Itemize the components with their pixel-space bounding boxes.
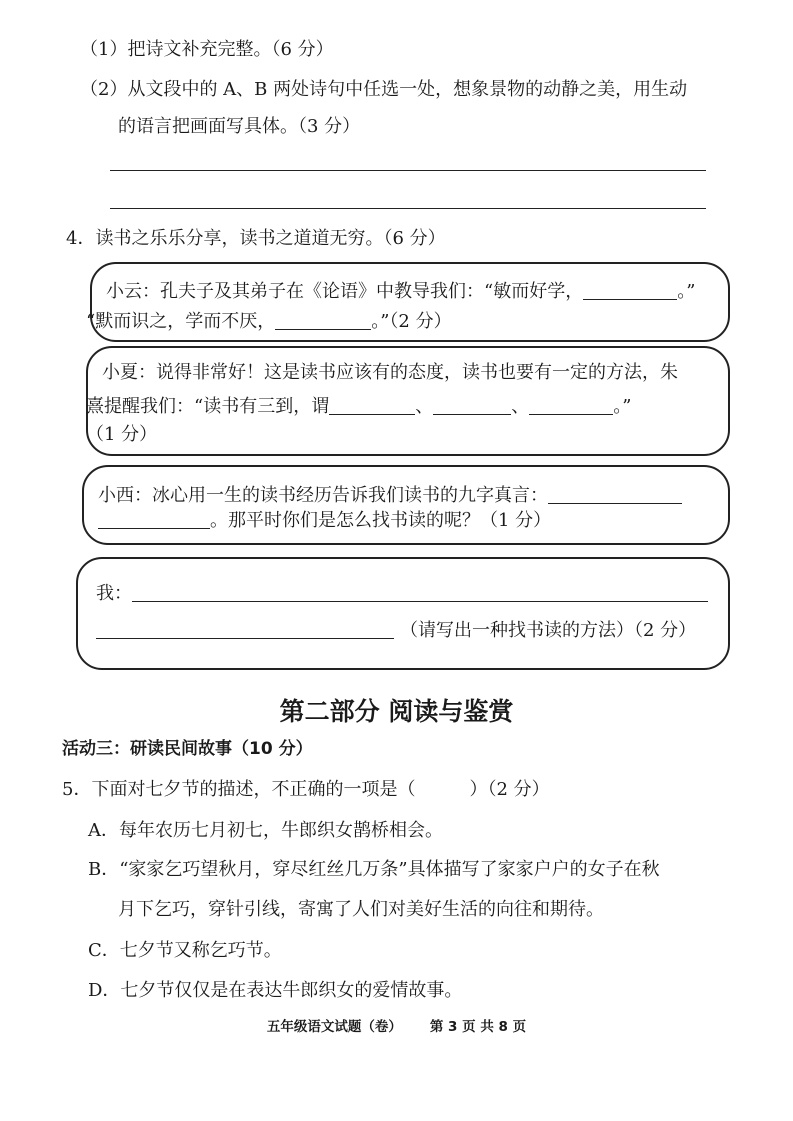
xiaoxia-text-1: 熹提醒我们：“读书有三到，谓 [86,396,330,417]
q3-sub2-line2: 的语言把画面写具体。（3 分） [118,116,361,137]
xiaoxia-line2 [86,396,631,416]
xiaoyun-text-4: 。”（2 分） [371,311,452,332]
q5-option-c[interactable]: C．七夕节又称乞巧节。 [88,940,282,961]
xiaoxi-line2 [98,510,551,530]
xiaoyun-line2 [86,311,452,331]
xiaoyun-text-3: “默而识之，学而不厌， [86,311,276,332]
section-title: 第二部分 阅读与鉴赏 [279,697,514,726]
me-text: （请写出一种找书读的方法）（2 分） [400,620,697,641]
answer-blank[interactable] [433,396,511,415]
xiaoxia-sep-2: 、 [511,396,530,417]
q5-stem [62,781,550,799]
speech-bubble-me [76,557,730,670]
answer-line[interactable] [110,208,706,209]
xiaoxi-text-1: 小西：冰心用一生的读书经历告诉我们读书的九字真言： [98,485,548,506]
xiaoxia-line1: 小夏：说得非常好！这是读书应该有的态度，读书也要有一定的方法，朱 [102,362,678,383]
q5-option-b-line1[interactable]: B．“家家乞巧望秋月，穿尽红丝几万条”具体描写了家家户户的女子在秋 [88,859,660,880]
q5-option-a[interactable]: A．每年农历七月初七，牛郎织女鹊桥相会。 [88,820,443,841]
answer-blank[interactable] [548,485,682,504]
xiaoxia-text-2: 。” [613,396,632,417]
answer-blank[interactable] [96,620,394,639]
answer-line[interactable] [110,170,706,171]
footer-page-number: 第 3 页 共 8 页 [429,1019,527,1035]
footer-title: 五年级语文试题（卷） [266,1019,402,1035]
q3-sub1: （1）把诗文补充完整。（6 分） [80,39,334,60]
answer-blank[interactable] [583,281,677,300]
xiaoyun-text-1: 小云：孔夫子及其弟子在《论语》中教导我们：“敏而好学， [106,281,584,302]
me-label: 我： [96,583,132,604]
q4-stem: 4．读书之乐乐分享，读书之道道无穷。（6 分） [66,228,446,249]
q5-stem-text-1: 5．下面对七夕节的描述，不正确的一项是（ [62,779,416,800]
answer-blank[interactable] [529,396,613,415]
answer-blank[interactable] [329,396,415,415]
me-line1 [96,583,708,603]
me-line2 [96,620,696,640]
answer-blank[interactable] [132,583,708,602]
answer-blank[interactable] [98,510,210,529]
xiaoxi-line1 [98,485,682,505]
page-footer [0,1015,793,1035]
q5-option-d[interactable]: D．七夕节仅仅是在表达牛郎织女的爱情故事。 [88,980,463,1001]
q3-sub2-line1: （2）从文段中的 A、B 两处诗句中任选一处，想象景物的动静之美，用生动 [80,79,688,100]
q5-option-b-line2: 月下乞巧，穿针引线，寄寓了人们对美好生活的向往和期待。 [118,899,604,920]
activity-heading: 活动三：研读民间故事（10 分） [62,739,313,759]
xiaoyun-text-2: 。” [677,281,696,302]
q5-stem-text-2: ）（2 分） [469,779,550,800]
answer-blank[interactable] [275,311,371,330]
xiaoxi-text-2: 。那平时你们是怎么找书读的呢？（1 分） [210,510,552,531]
xiaoxia-line3: （1 分） [86,424,158,445]
xiaoxia-sep-1: 、 [415,396,434,417]
xiaoyun-line1 [106,281,695,301]
